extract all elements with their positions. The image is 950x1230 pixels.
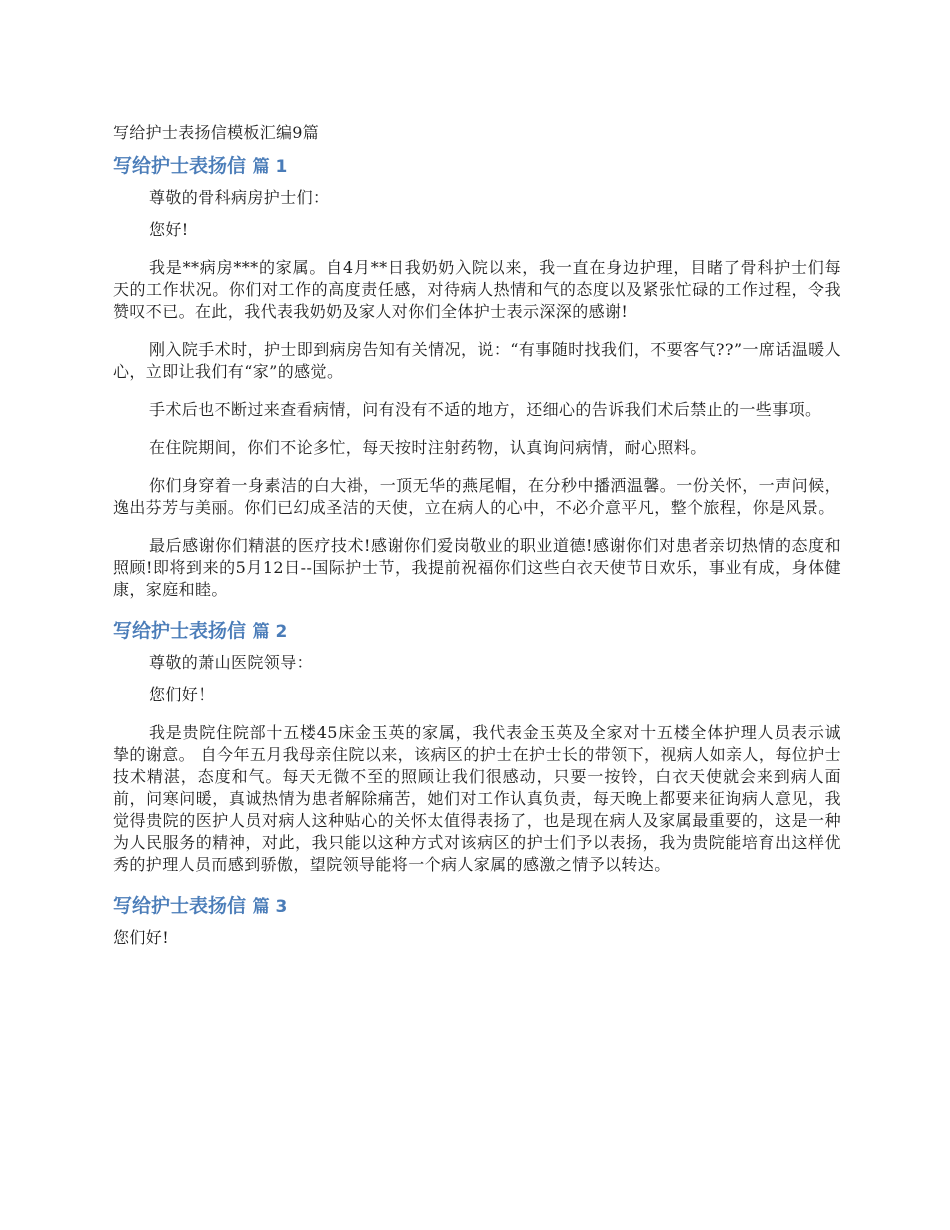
salutation: 尊敬的骨科病房护士们： xyxy=(149,188,330,207)
section-1 xyxy=(113,152,841,601)
body-paragraph: 我是**病房***的家属。自4月**日我奶奶入院以来，我一直在身边护理，目睹了骨科护士们每天的工作状况。你们对工作的高度责任感，对待病人热情和气的态度以及紧张忙碌的工作过程，令我赞叹不已。在此，我代表我奶奶及家人对你们全体护士表示深深的感谢! xyxy=(113,258,841,321)
section-number: 篇 2 xyxy=(252,622,288,642)
document-page xyxy=(113,120,841,965)
section-heading-text: 写给护士表扬信 xyxy=(113,895,247,917)
section-heading-text: 写给护士表扬信 xyxy=(113,620,247,642)
greeting: 您们好! xyxy=(113,928,170,947)
section-2 xyxy=(113,617,841,876)
section-number: 篇 1 xyxy=(252,157,288,177)
section-number: 篇 3 xyxy=(252,897,288,917)
body-paragraph: 手术后也不断过来查看病情，问有没有不适的地方，还细心的告诉我们术后禁止的一些事项。 xyxy=(149,400,822,419)
section-heading xyxy=(113,617,841,646)
section-heading xyxy=(113,892,841,921)
greeting: 您好! xyxy=(149,220,189,239)
salutation: 尊敬的萧山医院领导： xyxy=(149,653,314,672)
section-3 xyxy=(113,892,841,949)
body-paragraph: 最后感谢你们精湛的医疗技术!感谢你们爱岗敬业的职业道德!感谢你们对患者亲切热情的态度和照顾!即将到来的5月12日--国际护士节，我提前祝福你们这些白衣天使节日欢乐，事业有成，身体健康，家庭和睦。 xyxy=(113,536,841,599)
body-paragraph: 刚入院手术时，护士即到病房告知有关情况，说：“有事随时找我们，不要客气??”一席话温暖人心，立即让我们有“家”的感觉。 xyxy=(113,340,841,381)
body-paragraph: 我是贵院住院部十五楼45床金玉英的家属，我代表金玉英及全家对十五楼全体护理人员表示诚挚的谢意。 自今年五月我母亲住院以来，该病区的护士在护士长的带领下，视病人如亲人，每位护士技术精湛，态度和气。每天无微不至的照顾让我们很感动，只要一按铃，白衣天使就会来到病人面前，问寒问暖，真诚热情为患者解除痛苦，她们对工作认真负责，每天晚上都要来征询病人意见，我觉得贵院的医护人员对病人这种贴心的关怀太值得表扬了，也是现在病人及家属最重要的，这是一种为人民服务的精神，对此，我只能以这种方式对该病区的护士们予以表扬，我为贵院能培育出这样优秀的护理人员而感到骄傲，望院领导能将一个病人家属的感激之情予以转达。 xyxy=(113,723,841,874)
section-heading xyxy=(113,152,841,181)
body-paragraph: 你们身穿着一身素洁的白大褂，一顶无华的燕尾帽，在分秒中播洒温馨。一份关怀，一声问候，逸出芬芳与美丽。你们已幻成圣洁的天使，立在病人的心中，不必介意平凡，整个旅程，你是风景。 xyxy=(113,476,841,517)
section-heading-text: 写给护士表扬信 xyxy=(113,155,247,177)
body-paragraph: 在住院期间，你们不论多忙，每天按时注射药物，认真询问病情，耐心照料。 xyxy=(149,438,707,457)
document-title: 写给护士表扬信模板汇编9篇 xyxy=(113,123,320,142)
greeting: 您们好！ xyxy=(149,685,215,704)
